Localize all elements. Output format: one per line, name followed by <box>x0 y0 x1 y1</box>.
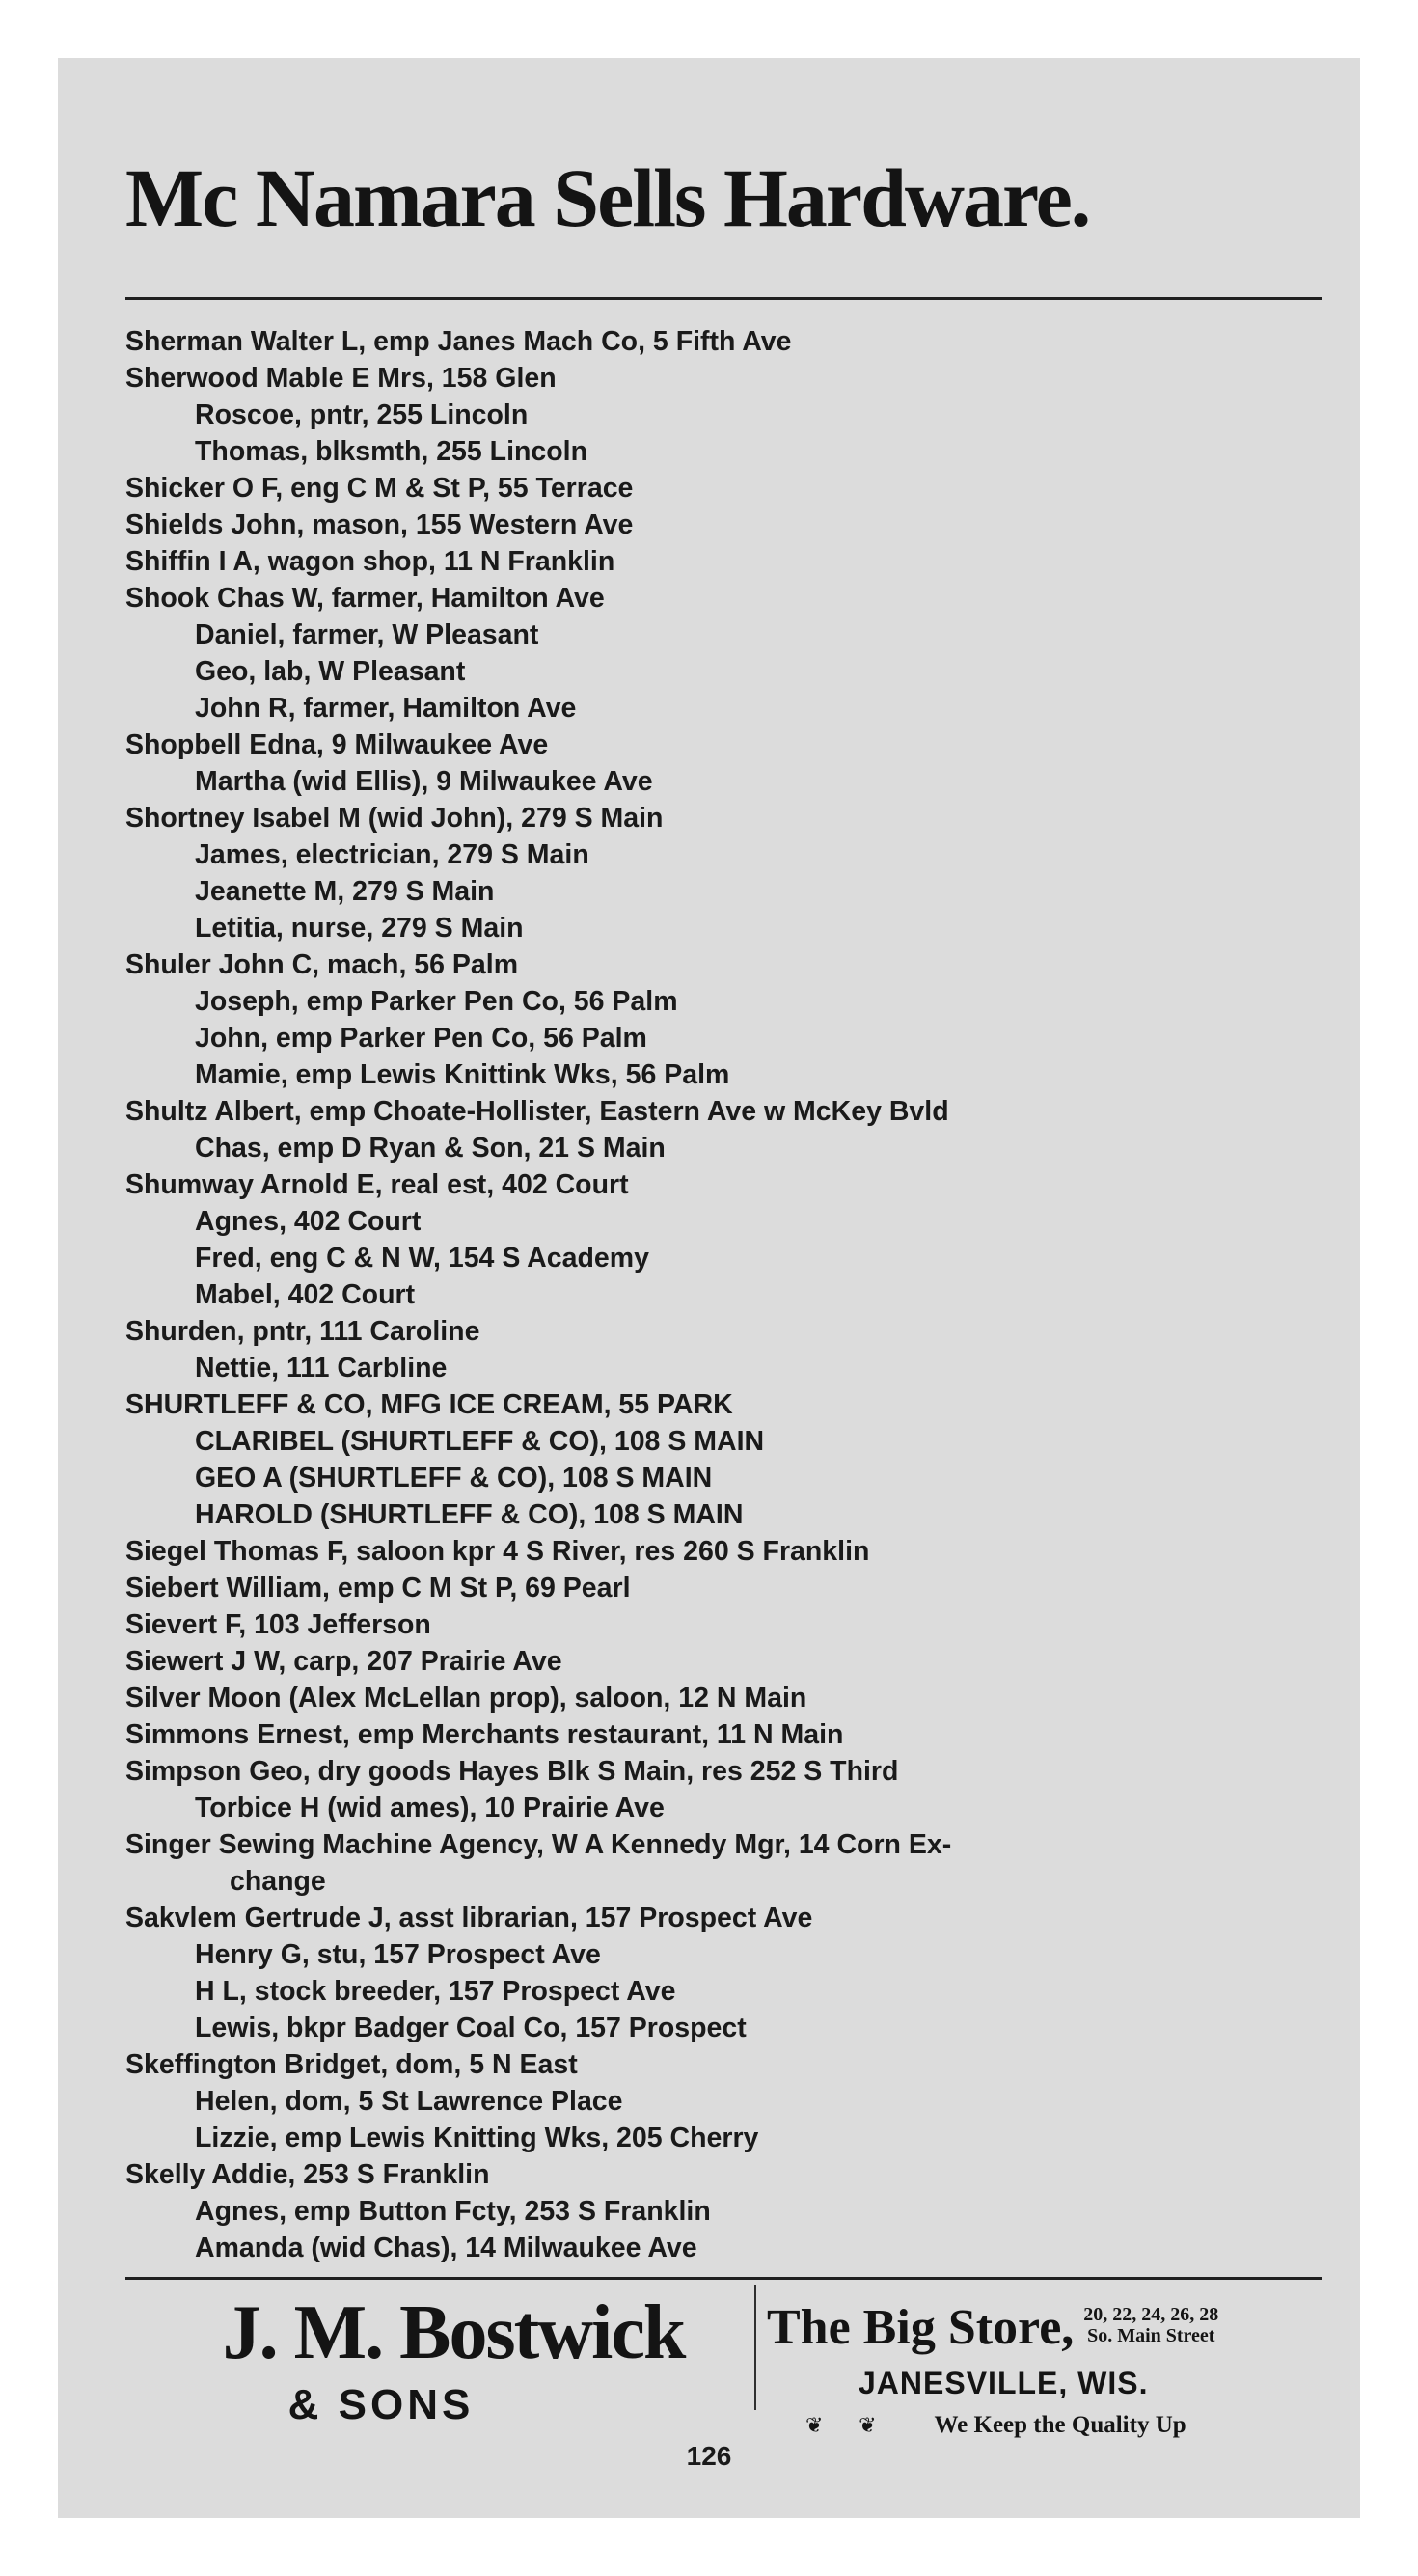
directory-entry: Silver Moon (Alex McLellan prop), saloon, 12 N Main <box>125 1683 807 1713</box>
directory-entry: SHURTLEFF & CO, MFG ICE CREAM, 55 PARK <box>125 1389 733 1420</box>
directory-entry: Siegel Thomas F, saloon kpr 4 S River, res 260 S Franklin <box>125 1536 870 1567</box>
directory-entry: change <box>230 1866 326 1897</box>
directory-entry: Shuler John C, mach, 56 Palm <box>125 949 519 980</box>
directory-entry: James, electrician, 279 S Main <box>195 839 589 870</box>
directory-entry: Sherman Walter L, emp Janes Mach Co, 5 Fifth Ave <box>125 326 792 357</box>
footer-rule <box>125 2277 1322 2280</box>
footer-advertisement-left <box>154 2287 752 2431</box>
store-tagline: We Keep the Quality Up <box>934 2412 1186 2438</box>
street-numbers: 20, 22, 24, 26, 28 <box>1083 2304 1219 2325</box>
directory-entry: Mamie, emp Lewis Knittink Wks, 56 Palm <box>195 1059 730 1090</box>
directory-entry: Shortney Isabel M (wid John), 279 S Main <box>125 803 664 834</box>
directory-entry: Shook Chas W, farmer, Hamilton Ave <box>125 583 605 614</box>
directory-entry: Thomas, blksmth, 255 Lincoln <box>195 436 588 467</box>
directory-entry: Martha (wid Ellis), 9 Milwaukee Ave <box>195 766 653 797</box>
header-advertisement: Mc Namara Sells Hardware. <box>125 151 1090 244</box>
directory-entry: Mabel, 402 Court <box>195 1279 416 1310</box>
directory-entry: Shultz Albert, emp Choate-Hollister, Eastern Ave w McKey Bvld <box>125 1096 949 1127</box>
directory-page <box>58 58 1360 2518</box>
page-number: 126 <box>686 2441 732 2471</box>
directory-entry: Agnes, 402 Court <box>195 1206 422 1237</box>
directory-entry: Daniel, farmer, W Pleasant <box>195 619 539 650</box>
directory-entry: Lewis, bkpr Badger Coal Co, 157 Prospect <box>195 2013 747 2043</box>
directory-entry: Simpson Geo, dry goods Hayes Blk S Main, res 252 S Third <box>125 1756 899 1787</box>
directory-entry: Letitia, nurse, 279 S Main <box>195 913 524 944</box>
directory-entry: Sherwood Mable E Mrs, 158 Glen <box>125 363 557 394</box>
store-name: J. M. Bostwick <box>222 2290 685 2375</box>
ornament-icon: ❦ ❦ <box>805 2413 877 2437</box>
directory-entry: Jeanette M, 279 S Main <box>195 876 495 907</box>
directory-entry: Helen, dom, 5 St Lawrence Place <box>195 2086 623 2117</box>
big-store-label: The Big Store, <box>767 2300 1075 2355</box>
directory-entry: Shiffin I A, wagon shop, 11 N Franklin <box>125 546 615 577</box>
directory-entry: Siebert William, emp C M St P, 69 Pearl <box>125 1573 631 1603</box>
directory-entry: Geo, lab, W Pleasant <box>195 656 466 687</box>
directory-entry: Chas, emp D Ryan & Son, 21 S Main <box>195 1133 666 1164</box>
directory-entry: Siewert J W, carp, 207 Prairie Ave <box>125 1646 562 1677</box>
directory-entry: Amanda (wid Chas), 14 Milwaukee Ave <box>195 2233 697 2263</box>
directory-entry: Torbice H (wid ames), 10 Prairie Ave <box>195 1793 665 1823</box>
header-rule <box>125 297 1322 300</box>
directory-entry: Shopbell Edna, 9 Milwaukee Ave <box>125 729 549 760</box>
directory-entry: Shields John, mason, 155 Western Ave <box>125 509 634 540</box>
directory-entry: Shumway Arnold E, real est, 402 Court <box>125 1169 629 1200</box>
footer-advertisement-right <box>767 2294 1326 2439</box>
directory-entry: HAROLD (SHURTLEFF & CO), 108 S MAIN <box>195 1499 744 1530</box>
directory-entry: Henry G, stu, 157 Prospect Ave <box>195 1939 601 1970</box>
directory-entry: Nettie, 111 Carbline <box>195 1353 448 1384</box>
directory-entry: Roscoe, pntr, 255 Lincoln <box>195 399 529 430</box>
directory-entry: Fred, eng C & N W, 154 S Academy <box>195 1243 649 1274</box>
directory-entry: Shurden, pntr, 111 Caroline <box>125 1316 480 1347</box>
directory-entries <box>125 323 1322 2266</box>
directory-entry: Skeffington Bridget, dom, 5 N East <box>125 2049 578 2080</box>
store-city: JANESVILLE, WIS. <box>859 2366 1149 2400</box>
directory-entry: Sakvlem Gertrude J, asst librarian, 157 Prospect Ave <box>125 1903 813 1933</box>
directory-entry: Lizzie, emp Lewis Knitting Wks, 205 Cherry <box>195 2123 759 2153</box>
directory-entry: CLARIBEL (SHURTLEFF & CO), 108 S MAIN <box>195 1426 765 1457</box>
store-sons: & SONS <box>287 2381 475 2428</box>
directory-entry: Shicker O F, eng C M & St P, 55 Terrace <box>125 473 634 504</box>
directory-entry: Simmons Ernest, emp Merchants restaurant, 11 N Main <box>125 1719 844 1750</box>
directory-entry: Agnes, emp Button Fcty, 253 S Franklin <box>195 2196 711 2227</box>
directory-entry: John R, farmer, Hamilton Ave <box>195 693 577 724</box>
directory-entry: Skelly Addie, 253 S Franklin <box>125 2159 490 2190</box>
directory-entry: GEO A (SHURTLEFF & CO), 108 S MAIN <box>195 1463 713 1494</box>
street-name: So. Main Street <box>1087 2325 1215 2346</box>
directory-entry: John, emp Parker Pen Co, 56 Palm <box>195 1023 647 1054</box>
directory-entry: Sievert F, 103 Jefferson <box>125 1609 431 1640</box>
directory-entry: Singer Sewing Machine Agency, W A Kennedy Mgr, 14 Corn Ex- <box>125 1829 952 1860</box>
directory-entry: H L, stock breeder, 157 Prospect Ave <box>195 1976 676 2007</box>
directory-entry: Joseph, emp Parker Pen Co, 56 Palm <box>195 986 678 1017</box>
street-address <box>1083 2304 1218 2346</box>
footer-divider <box>754 2285 756 2410</box>
